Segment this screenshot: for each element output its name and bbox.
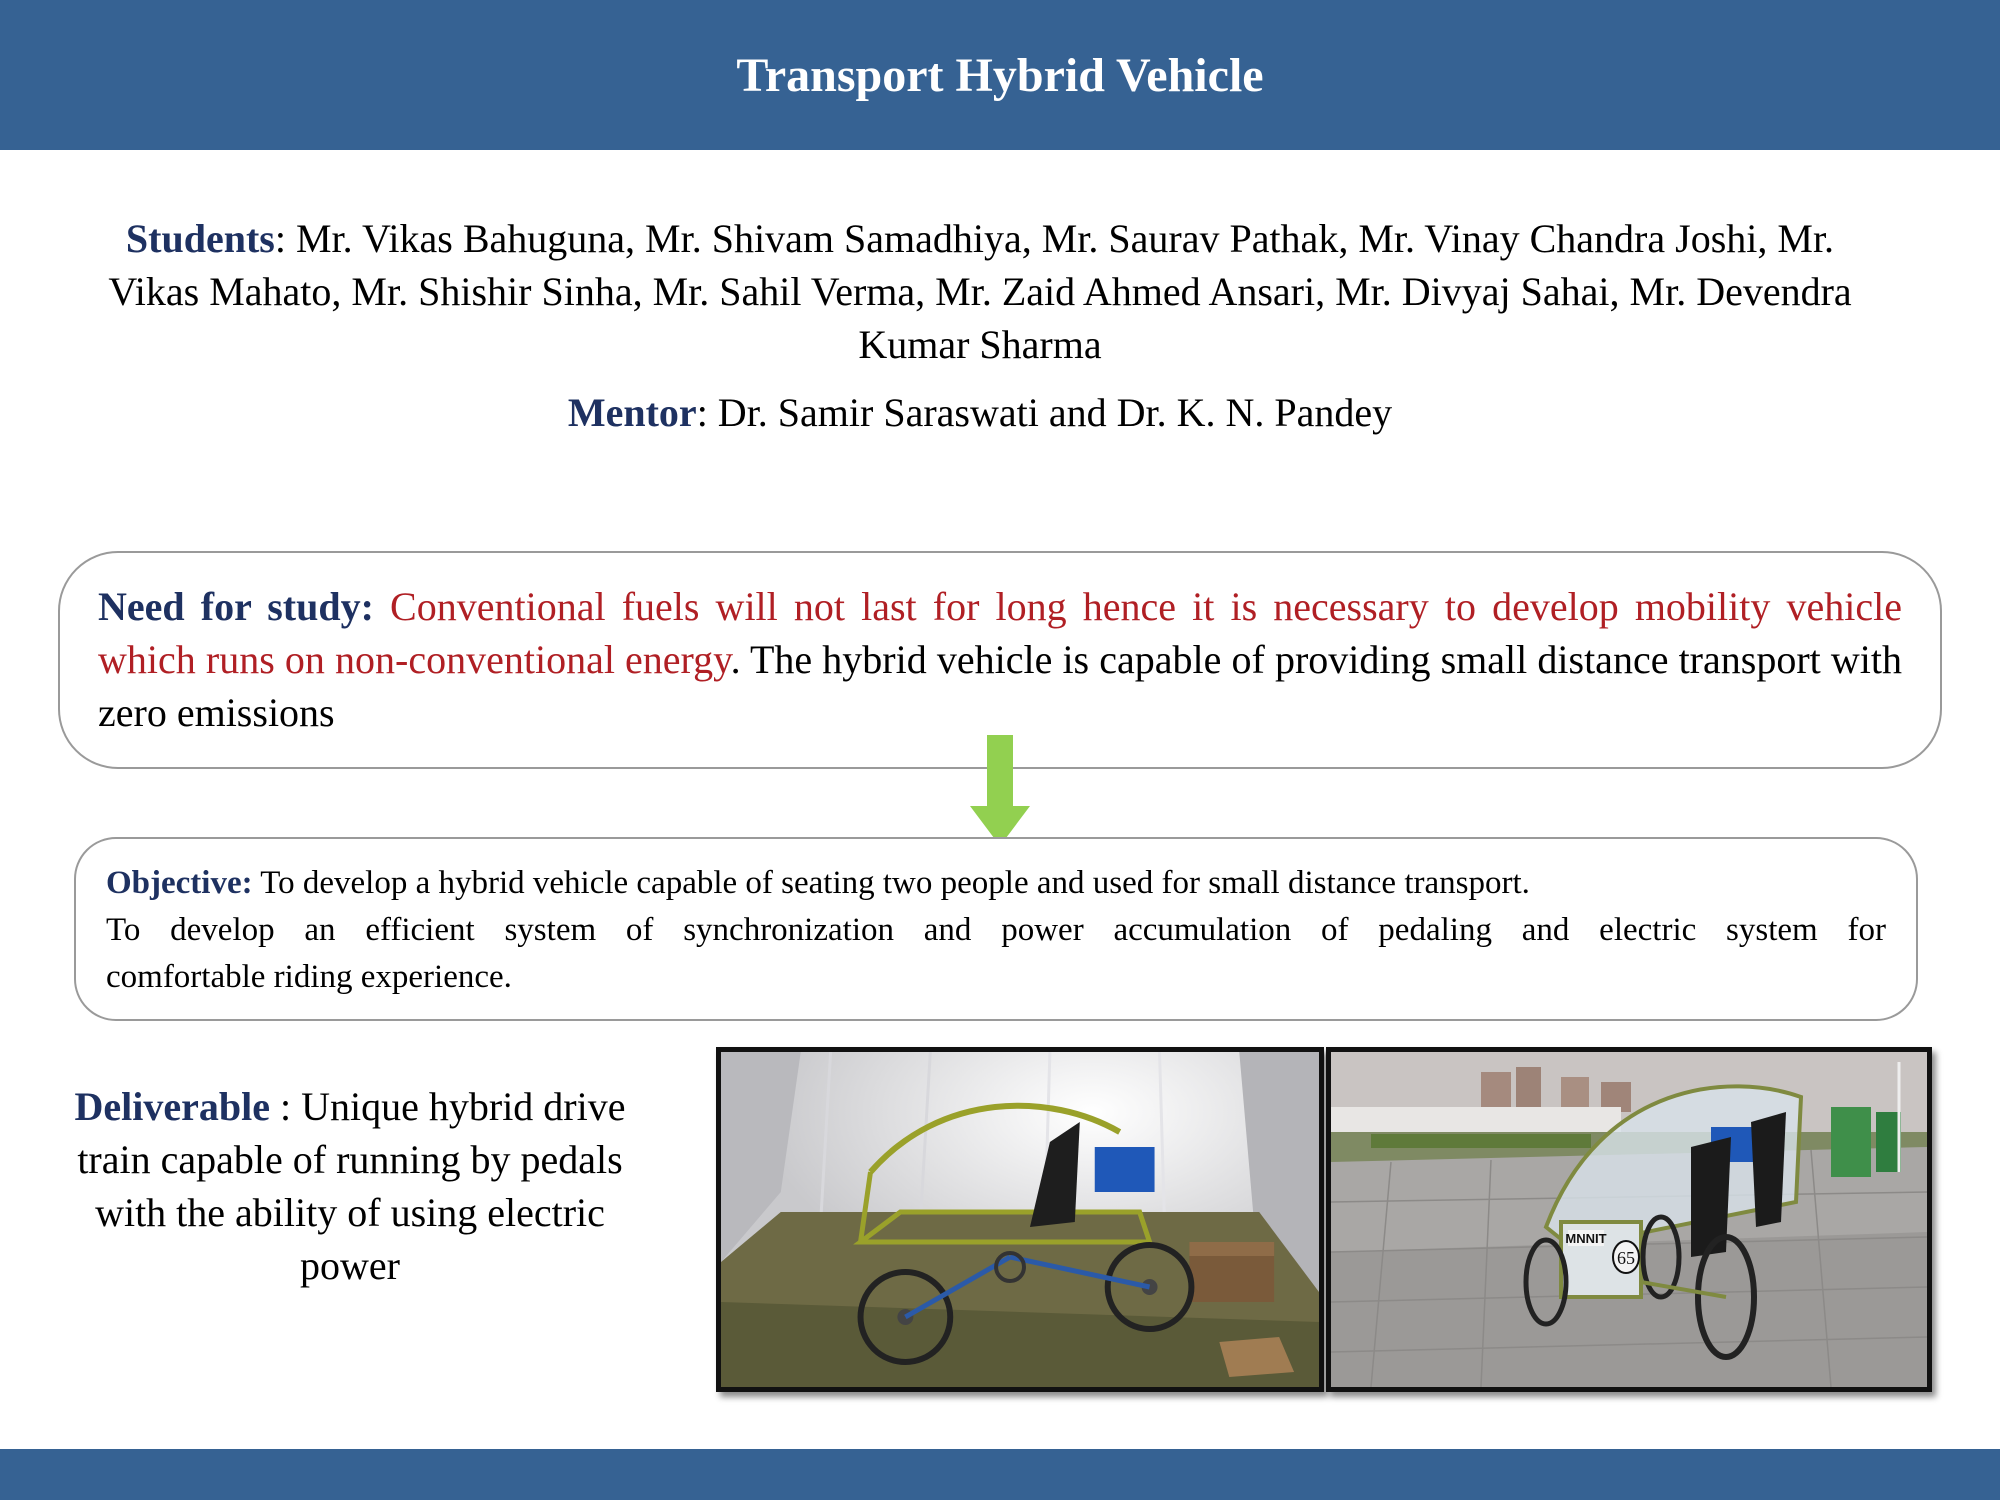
slide-title: Transport Hybrid Vehicle bbox=[736, 48, 1264, 102]
need-highlight: Conventional fuels will not last for long hence it is necessary to develop mobility vehicle which runs on non-conventional energy bbox=[98, 584, 1902, 682]
students-label: Students bbox=[125, 216, 275, 261]
need-for-study-text bbox=[98, 580, 1902, 739]
objective-label: Objective: bbox=[106, 865, 253, 901]
plate-text: MNNIT bbox=[1565, 1231, 1607, 1246]
mentor-label: Mentor bbox=[567, 390, 697, 435]
need-label: Need for study: bbox=[98, 584, 374, 629]
header-bar bbox=[0, 0, 2000, 150]
students-list bbox=[100, 212, 1860, 371]
objective-line-3: comfortable riding experience. bbox=[106, 959, 512, 995]
objective-line-1 bbox=[106, 860, 1886, 907]
objective-text bbox=[106, 860, 1886, 1001]
objective-line-2: To develop an efficient system of synchronization and power accumulation of pedaling and electric system for bbox=[106, 912, 1886, 948]
deliverable-body: : Unique hybrid drive train capable of running by pedals with the ability of using electric power bbox=[77, 1084, 626, 1288]
vehicle-photo-tent bbox=[716, 1047, 1324, 1392]
footer-bar bbox=[0, 1449, 2000, 1500]
vehicle-number: 65 bbox=[1617, 1248, 1635, 1268]
students-names: : Mr. Vikas Bahuguna, Mr. Shivam Samadhiya, Mr. Saurav Pathak, Mr. Vinay Chandra Joshi, Mr. Vikas Mahato, Mr. Shishir Sinha, Mr. Sahil Verma, Mr. Zaid Ahmed Ansari, Mr. Divyaj Sahai, Mr. Devendra Kumar Sharma bbox=[108, 216, 1852, 367]
arrow-shaft bbox=[987, 735, 1013, 807]
deliverable-text bbox=[60, 1080, 640, 1292]
mentor-names: : Dr. Samir Saraswati and Dr. K. N. Pandey bbox=[696, 390, 1393, 435]
mentor-line bbox=[100, 386, 1860, 439]
vehicle-photo-outdoor bbox=[1326, 1047, 1932, 1392]
objective-line-1-text: To develop a hybrid vehicle capable of seating two people and used for small distance transport. bbox=[260, 865, 1530, 901]
need-body: . The hybrid vehicle is capable of providing small distance transport with zero emissions bbox=[98, 637, 1902, 735]
deliverable-label: Deliverable bbox=[74, 1084, 270, 1129]
